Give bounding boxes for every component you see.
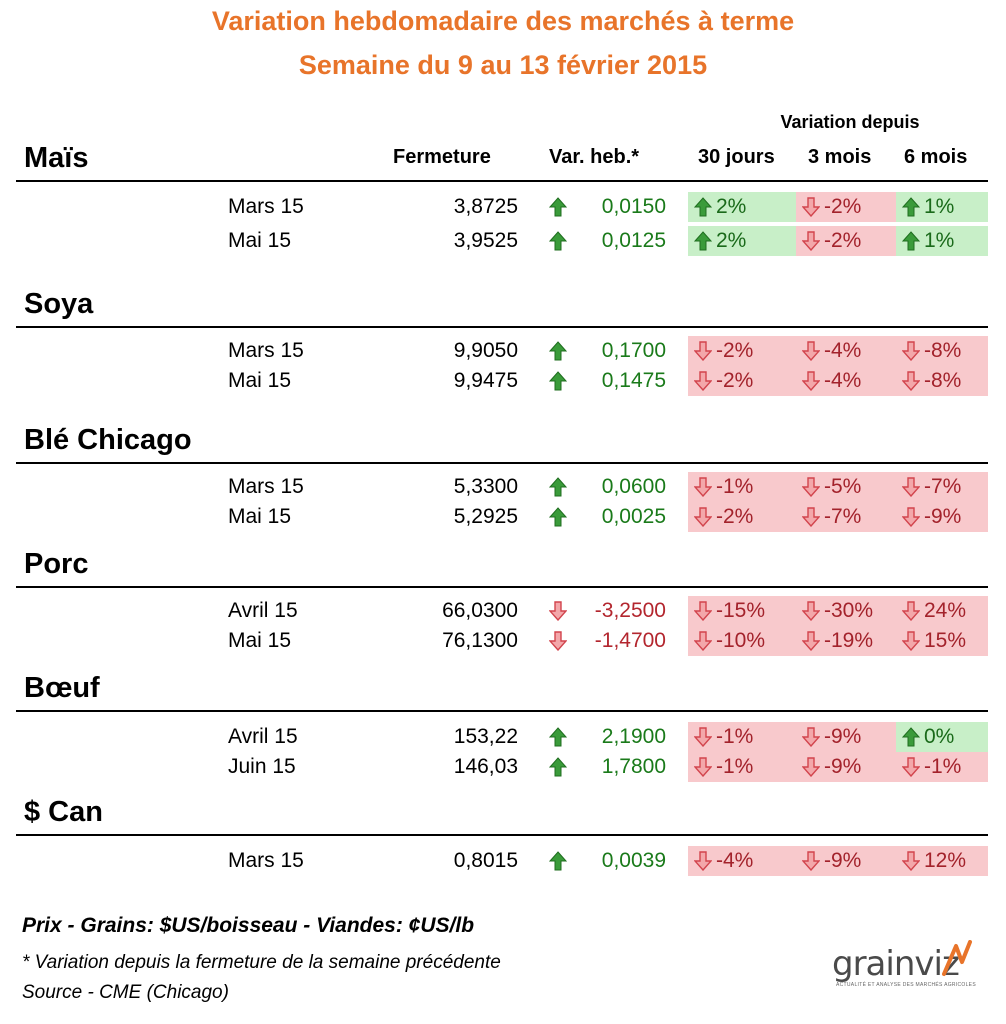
variation-value: -7% — [924, 475, 962, 498]
table-row — [0, 336, 1006, 366]
variation-value: -9% — [824, 849, 862, 872]
closing-price: 153,22 — [453, 725, 518, 748]
table-row — [0, 366, 1006, 396]
footnote: * Variation depuis la fermeture de la semaine précédente — [22, 952, 501, 973]
variation-6-mois — [896, 336, 988, 366]
arrow-down-icon — [902, 851, 924, 871]
variation-value: 12% — [924, 849, 967, 872]
closing-price: 5,2925 — [453, 505, 518, 528]
variation-value: -7% — [824, 505, 862, 528]
section-name: Soya — [24, 288, 94, 320]
variation-6-mois — [896, 226, 988, 256]
weekly-variation: 0,0039 — [601, 849, 666, 872]
variation-value: -8% — [924, 369, 962, 392]
arrow-down-icon — [694, 631, 716, 651]
variation-30-jours — [688, 366, 796, 396]
arrow-down-icon — [802, 757, 824, 777]
variation-30-jours — [688, 336, 796, 366]
variation-30-jours — [688, 596, 796, 626]
arrow-up-icon — [902, 197, 924, 217]
variation-value: -2% — [824, 229, 862, 252]
arrow-down-icon — [694, 601, 716, 621]
closing-price: 5,3300 — [453, 475, 518, 498]
weekly-variation: 0,0150 — [601, 195, 666, 218]
units-note: Prix - Grains: $US/boisseau - Viandes: ¢US/lb — [22, 914, 475, 937]
variation-6-mois — [896, 626, 988, 656]
contract-month: Mars 15 — [228, 849, 304, 872]
contract-month: Mai 15 — [228, 629, 292, 652]
weekly-variation: 2,1900 — [601, 725, 666, 748]
contract-month: Juin 15 — [228, 755, 296, 778]
arrow-down-icon — [694, 851, 716, 871]
variation-30-jours — [688, 502, 796, 532]
arrow-down-icon — [902, 757, 924, 777]
variation-30-jours — [688, 226, 796, 256]
variation-30-jours — [688, 472, 796, 502]
closing-price: 9,9050 — [453, 339, 518, 362]
table-row — [0, 626, 1006, 656]
variation-6-mois — [896, 846, 988, 876]
table-row — [0, 722, 1006, 752]
table-row — [0, 192, 1006, 222]
variation-6-mois — [896, 366, 988, 396]
variation-6-mois — [896, 596, 988, 626]
arrow-down-icon — [802, 507, 824, 527]
weekly-variation: 0,0600 — [601, 475, 666, 498]
variation-value: 2% — [716, 229, 747, 252]
variation-value: -9% — [824, 755, 862, 778]
weekly-variation: 0,0125 — [601, 229, 666, 252]
variation-3-mois — [796, 722, 896, 752]
col-header-fermeture: Fermeture — [393, 146, 491, 168]
logo-tagline: ACTUALITÉ ET ANALYSE DES MARCHÉS AGRICOLES — [836, 982, 976, 988]
weekly-variation: 0,0025 — [601, 505, 666, 528]
section-divider — [16, 834, 988, 836]
section-divider — [16, 180, 988, 182]
arrow-down-icon — [902, 601, 924, 621]
contract-month: Mai 15 — [228, 369, 292, 392]
variation-6-mois — [896, 722, 988, 752]
variation-value: -1% — [716, 725, 754, 748]
weekly-variation: 0,1475 — [601, 369, 666, 392]
arrow-down-icon — [902, 371, 924, 391]
closing-price: 76,1300 — [442, 629, 518, 652]
variation-value: -2% — [716, 505, 754, 528]
arrow-down-icon — [802, 341, 824, 361]
arrow-up-icon — [694, 197, 716, 217]
variation-value: -30% — [824, 599, 874, 622]
variation-3-mois — [796, 596, 896, 626]
variation-3-mois — [796, 192, 896, 222]
section-divider — [16, 462, 988, 464]
variation-value: -2% — [716, 369, 754, 392]
col-header-3-mois: 3 mois — [808, 146, 872, 168]
variation-3-mois — [796, 472, 896, 502]
variation-6-mois — [896, 192, 988, 222]
variation-30-jours — [688, 192, 796, 222]
section-divider — [16, 710, 988, 712]
contract-month: Avril 15 — [228, 725, 298, 748]
arrow-down-icon — [694, 371, 716, 391]
source-note: Source - CME (Chicago) — [22, 982, 229, 1003]
section-name: Blé Chicago — [24, 424, 192, 456]
contract-month: Mai 15 — [228, 229, 292, 252]
variation-value: -9% — [824, 725, 862, 748]
arrow-down-icon — [802, 727, 824, 747]
variation-value: -1% — [924, 755, 962, 778]
weekly-variation: 1,7800 — [601, 755, 666, 778]
variation-6-mois — [896, 502, 988, 532]
variation-value: -8% — [924, 339, 962, 362]
contract-month: Mars 15 — [228, 195, 304, 218]
variation-value: 24% — [924, 599, 967, 622]
arrow-down-icon — [802, 371, 824, 391]
grainwiz-logo — [832, 938, 992, 990]
arrow-up-icon — [694, 231, 716, 251]
arrow-down-icon — [694, 507, 716, 527]
variation-value: -4% — [824, 369, 862, 392]
variation-value: -9% — [924, 505, 962, 528]
variation-30-jours — [688, 626, 796, 656]
page-title: Variation hebdomadaire des marchés à terme — [211, 6, 795, 36]
arrow-down-icon — [902, 507, 924, 527]
table-row — [0, 502, 1006, 532]
arrow-down-icon — [694, 727, 716, 747]
arrow-down-icon — [802, 477, 824, 497]
table-row — [0, 226, 1006, 256]
page-subtitle: Semaine du 9 au 13 février 2015 — [298, 50, 708, 80]
variation-value: -2% — [824, 195, 862, 218]
variation-value: -4% — [716, 849, 754, 872]
arrow-down-icon — [694, 757, 716, 777]
weekly-variation: 0,1700 — [601, 339, 666, 362]
variation-3-mois — [796, 752, 896, 782]
variation-30-jours — [688, 722, 796, 752]
variation-value: 1% — [924, 195, 955, 218]
arrow-down-icon — [802, 631, 824, 651]
variation-value: -15% — [716, 599, 766, 622]
variation-30-jours — [688, 752, 796, 782]
section-name: Porc — [24, 548, 89, 580]
section-name: $ Can — [24, 796, 103, 828]
table-row — [0, 752, 1006, 782]
variation-value: -1% — [716, 755, 754, 778]
arrow-down-icon — [694, 477, 716, 497]
variation-3-mois — [796, 336, 896, 366]
variation-value: -5% — [824, 475, 862, 498]
arrow-down-icon — [902, 341, 924, 361]
variation-30-jours — [688, 846, 796, 876]
variation-3-mois — [796, 366, 896, 396]
variation-value: -1% — [716, 475, 754, 498]
closing-price: 9,9475 — [453, 369, 518, 392]
closing-price: 0,8015 — [453, 849, 518, 872]
variation-value: -10% — [716, 629, 766, 652]
variation-3-mois — [796, 846, 896, 876]
arrow-down-icon — [902, 477, 924, 497]
variation-3-mois — [796, 226, 896, 256]
contract-month: Avril 15 — [228, 599, 298, 622]
section-divider — [16, 326, 988, 328]
arrow-down-icon — [802, 851, 824, 871]
variation-6-mois — [896, 472, 988, 502]
logo-spark-icon — [940, 940, 974, 980]
arrow-down-icon — [694, 341, 716, 361]
arrow-up-icon — [902, 231, 924, 251]
variation-value: -19% — [824, 629, 874, 652]
arrow-down-icon — [802, 601, 824, 621]
variation-3-mois — [796, 626, 896, 656]
section-divider — [16, 586, 988, 588]
variation-value: 0% — [924, 725, 955, 748]
contract-month: Mars 15 — [228, 339, 304, 362]
closing-price: 146,03 — [453, 755, 518, 778]
arrow-up-icon — [902, 727, 924, 747]
variation-depuis-header: Variation depuis — [780, 112, 920, 132]
contract-month: Mai 15 — [228, 505, 292, 528]
section-name: Bœuf — [24, 672, 100, 704]
table-row — [0, 846, 1006, 876]
closing-price: 3,8725 — [453, 195, 518, 218]
table-row — [0, 596, 1006, 626]
weekly-variation: -3,2500 — [594, 599, 666, 622]
closing-price: 3,9525 — [453, 229, 518, 252]
arrow-down-icon — [902, 631, 924, 651]
variation-value: -2% — [716, 339, 754, 362]
variation-6-mois — [896, 752, 988, 782]
variation-value: 15% — [924, 629, 967, 652]
col-header-6-mois: 6 mois — [904, 146, 968, 168]
logo-wordmark: grainviz — [832, 944, 959, 984]
arrow-down-icon — [802, 231, 824, 251]
section-name: Maïs — [24, 142, 89, 174]
arrow-down-icon — [802, 197, 824, 217]
variation-value: 1% — [924, 229, 955, 252]
contract-month: Mars 15 — [228, 475, 304, 498]
variation-value: 2% — [716, 195, 747, 218]
variation-value: -4% — [824, 339, 862, 362]
variation-3-mois — [796, 502, 896, 532]
table-row — [0, 472, 1006, 502]
col-header-30-jours: 30 jours — [698, 146, 775, 168]
closing-price: 66,0300 — [442, 599, 518, 622]
weekly-variation: -1,4700 — [594, 629, 666, 652]
col-header-var-heb: Var. heb.* — [549, 146, 640, 168]
